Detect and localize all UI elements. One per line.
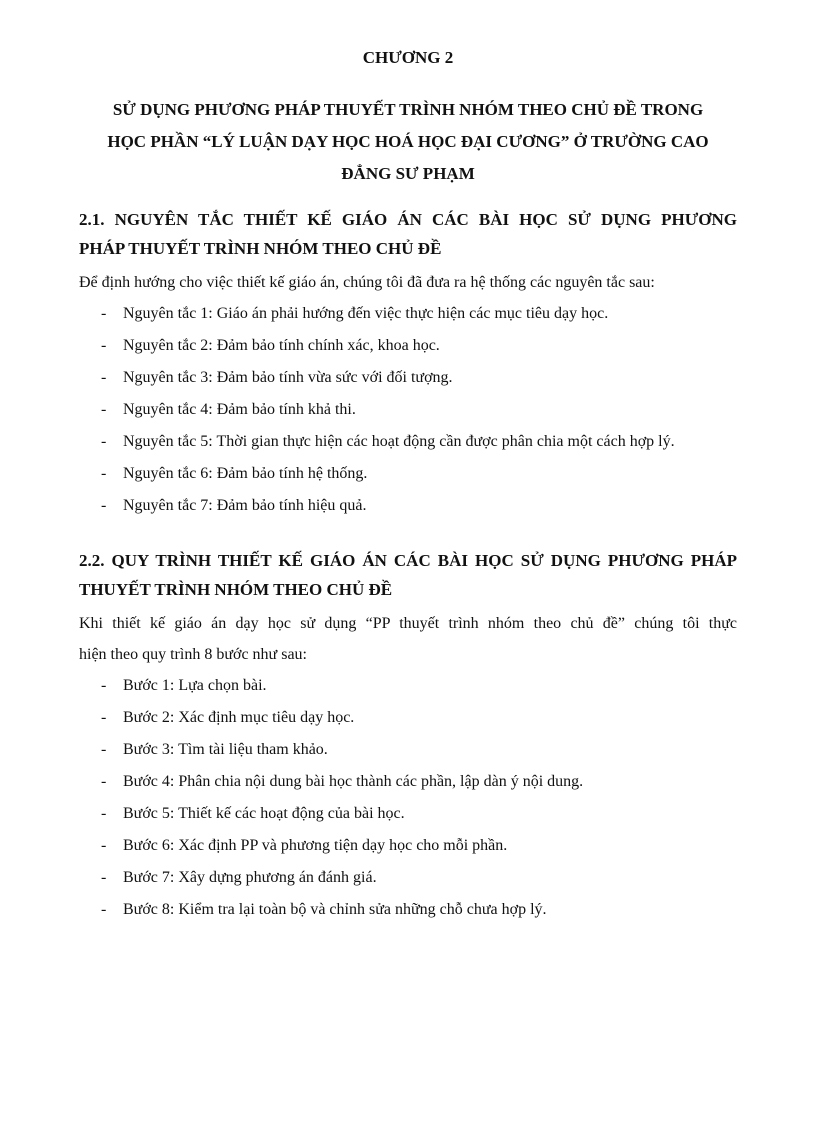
list-item-text: Nguyên tắc 3: Đảm bảo tính vừa sức với đối tượng.: [123, 369, 453, 386]
list-item: [79, 298, 737, 330]
main-title-line-3: ĐẲNG SƯ PHẠM: [341, 164, 475, 183]
list-item-text: Bước 2: Xác định mục tiêu dạy học.: [123, 709, 355, 726]
list-item-text: Nguyên tắc 5: Thời gian thực hiện các hoạt động cần được phân chia một cách hợp lý.: [123, 433, 675, 450]
list-item: [79, 702, 737, 734]
main-title-line-1: SỬ DỤNG PHƯƠNG PHÁP THUYẾT TRÌNH NHÓM THEO CHỦ ĐỀ TRONG: [112, 100, 704, 119]
list-item: [79, 670, 737, 702]
list-item-text: Nguyên tắc 7: Đảm bảo tính hiệu quả.: [123, 497, 367, 514]
list-item: [79, 798, 737, 830]
main-title-line-2: HỌC PHẦN “LÝ LUẬN DẠY HỌC HOÁ HỌC ĐẠI CƯƠNG” Ở TRƯỜNG CAO: [107, 132, 709, 151]
bullet-dash: -: [101, 337, 107, 354]
list-item-text: Nguyên tắc 6: Đảm bảo tính hệ thống.: [123, 465, 368, 482]
section-2-2-intro-line-1: Khi thiết kế giáo án dạy học sử dụng “PP thuyết trình nhóm theo chủ đề” chúng tôi thực: [79, 615, 737, 632]
bullet-dash: -: [101, 741, 107, 758]
list-item-text: Bước 4: Phân chia nội dung bài học thành các phần, lập dàn ý nội dung.: [123, 773, 584, 790]
section-2-2-heading-line-2: THUYẾT TRÌNH NHÓM THEO CHỦ ĐỀ: [79, 580, 393, 599]
list-item: [79, 766, 737, 798]
principles-list: [79, 298, 737, 522]
bullet-dash: -: [101, 805, 107, 822]
steps-list: [79, 670, 737, 926]
bullet-dash: -: [101, 773, 107, 790]
bullet-dash: -: [101, 709, 107, 726]
section-2-1-heading: [79, 205, 737, 263]
bullet-dash: -: [101, 401, 107, 418]
section-2-2-intro-line-2: hiện theo quy trình 8 bước như sau:: [79, 646, 307, 663]
list-item: [79, 734, 737, 766]
list-item-text: Nguyên tắc 4: Đảm bảo tính khả thi.: [123, 401, 356, 418]
bullet-dash: -: [101, 305, 107, 322]
list-item-text: Bước 7: Xây dựng phương án đánh giá.: [123, 869, 377, 886]
bullet-dash: -: [101, 497, 107, 514]
bullet-dash: -: [101, 433, 107, 450]
bullet-dash: -: [101, 837, 107, 854]
list-item-text: Bước 1: Lựa chọn bài.: [123, 677, 267, 694]
section-2-2-intro: [79, 608, 737, 670]
section-2-1-heading-line-1: 2.1. NGUYÊN TẮC THIẾT KẾ GIÁO ÁN CÁC BÀI HỌC SỬ DỤNG PHƯƠNG: [79, 210, 737, 229]
list-item-text: Nguyên tắc 1: Giáo án phải hướng đến việc thực hiện các mục tiêu dạy học.: [123, 305, 609, 322]
bullet-dash: -: [101, 677, 107, 694]
list-item-text: Bước 3: Tìm tài liệu tham khảo.: [123, 741, 328, 758]
list-item: [79, 458, 737, 490]
list-item: [79, 426, 737, 458]
list-item: [79, 830, 737, 862]
bullet-dash: -: [101, 465, 107, 482]
bullet-dash: -: [101, 901, 107, 918]
list-item: [79, 362, 737, 394]
chapter-title: CHƯƠNG 2: [362, 48, 454, 67]
list-item-text: Nguyên tắc 2: Đảm bảo tính chính xác, khoa học.: [123, 337, 440, 354]
bullet-dash: -: [101, 369, 107, 386]
list-item: [79, 862, 737, 894]
list-item: [79, 490, 737, 522]
list-item-text: Bước 5: Thiết kế các hoạt động của bài học.: [123, 805, 405, 822]
section-2-2: [79, 546, 737, 926]
list-item-text: Bước 6: Xác định PP và phương tiện dạy học cho mỗi phần.: [123, 837, 508, 854]
list-item: [79, 394, 737, 426]
section-2-1-intro: Để định hướng cho việc thiết kế giáo án, chúng tôi đã đưa ra hệ thống các nguyên tắc sau:: [79, 274, 655, 291]
bullet-dash: -: [101, 869, 107, 886]
section-2-2-heading-line-1: 2.2. QUY TRÌNH THIẾT KẾ GIÁO ÁN CÁC BÀI HỌC SỬ DỤNG PHƯƠNG PHÁP: [79, 551, 737, 570]
main-title: [90, 94, 726, 190]
list-item-text: Bước 8: Kiểm tra lại toàn bộ và chỉnh sửa những chỗ chưa hợp lý.: [123, 901, 547, 918]
section-2-2-heading: [79, 546, 737, 604]
list-item: [79, 330, 737, 362]
section-2-1: [79, 205, 737, 522]
section-2-1-heading-line-2: PHÁP THUYẾT TRÌNH NHÓM THEO CHỦ ĐỀ: [79, 239, 442, 258]
list-item: [79, 894, 737, 926]
